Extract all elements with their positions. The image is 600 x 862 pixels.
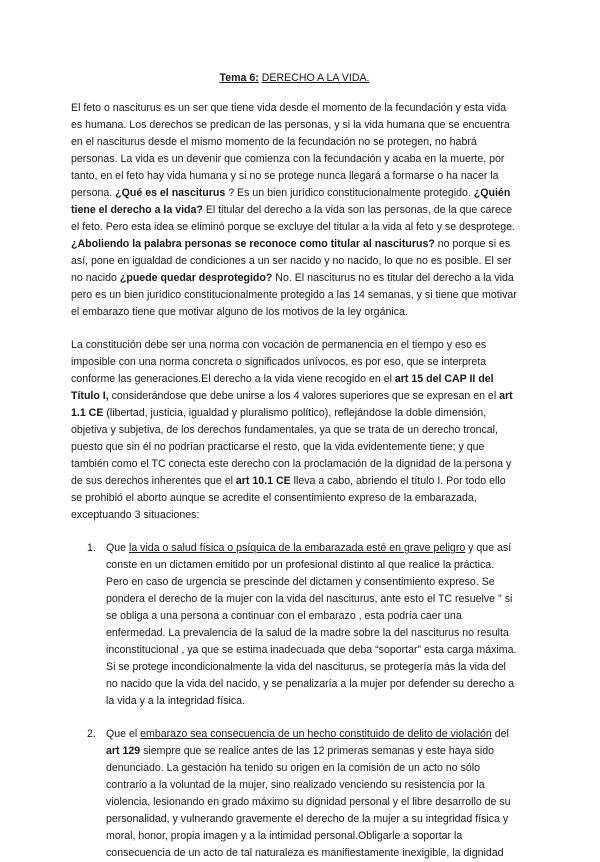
bold-text: ¿Aboliendo la palabra personas se reconoce como titular al nasciturus? bbox=[71, 238, 435, 250]
text-run: siempre que se realice antes de las 12 primeras semanas y este haya sido denunciado. La gestación ha tenido su origen en la comisión de un acto no sólo contrario a la voluntad de la mujer, sino realizado venciendo su resistencia por la violencia, lesionando en grado máximo su dignidad personal y el libre desarrollo de su personalidad, y vulnerando gravemente el derecho de la mujer a su integridad física y moral, honor, propia imagen y a la intimidad personal.Obligarle a soportar la consecuencia de un acto de tal naturaleza es manifiestamente inexigible, la dignidad bbox=[106, 745, 511, 859]
list-item-text bbox=[106, 728, 511, 859]
page-title bbox=[71, 70, 518, 87]
bold-text: art 10.1 CE bbox=[235, 475, 291, 487]
underlined-text: la vida o salud física o psíquica de la embarazada esté en grave peligro bbox=[128, 542, 466, 554]
text-run: no porque si es así, pone en igualdad de condiciones a un ser nacido y no nacido, lo que no es posible. El ser no nacido bbox=[71, 238, 512, 284]
paragraph-constitucion bbox=[71, 337, 518, 524]
title-label: Tema 6: bbox=[219, 72, 259, 84]
bold-text: ¿Quién tiene el derecho a la vida? bbox=[71, 187, 511, 216]
paragraph-nasciturus bbox=[71, 100, 518, 321]
underlined-text: embarazo sea consecuencia de un hecho constituido de delito de violación bbox=[140, 728, 492, 740]
text-run: y que así conste en un dictamen emitido por un profesional distinto al que realice la práctica. Pero en caso de urgencia se prescinde del dictamen y consentimiento expreso. Se pondera el derecho de la mujer con la vida del nasciturus, ante esto el TC resuelve " si se obliga a una persona a continuar con el embarazo , esta podría caer una enfermedad. La prevalencia de la salud de la madre sobre la del nasciturus no resulta inconstitucional , ya que se estima inadecuada que deba “soportar” esta carga máxima. Si se protege incondicionalmente la vida del nasciturus, se protegería más la vida del no nacido que la vida del nacido, y se penalizaría a la mujer por defender su derecho a la vida y a la integridad física. bbox=[106, 542, 517, 707]
text-run: El titular del derecho a la vida son las personas, de la que carece el feto. Pero esta idea se eliminó porque se excluye del titular a la vida al feto y se desprotege. bbox=[71, 204, 516, 233]
text-run: considerándose que debe unirse a los 4 valores superiores que se expresan en el bbox=[108, 390, 500, 402]
list-item bbox=[71, 540, 518, 710]
bold-text: art 15 del CAP II del Título I, bbox=[71, 373, 494, 402]
bold-text: art 129 bbox=[106, 745, 141, 757]
list-item-text bbox=[106, 542, 516, 707]
text-run: Que bbox=[106, 542, 129, 554]
text-run: del bbox=[491, 728, 509, 740]
text-run: La constitución debe ser una norma con vocación de permanencia en el tiempo y eso es imposible con una norma concreta o significados unívocos, es por eso, que se interpreta conforme las generaciones.El derecho a la vida viene recogido en el bbox=[71, 339, 487, 385]
text-run: El feto o nasciturus es un ser que tiene vida desde el momento de la fecundación y esta vida es humana. Los derechos se predican de las personas, y si la vida humana que se encuentra en el nasciturus desde el mismo momento de la fecundación no se protegen, no habrá personas. La vida es un devenir que comienza con la fecundación y acaba en la muerte, por tanto, en el feto hay vida humana y si no se protege nunca llegará a formarse o ha nacer la persona. bbox=[71, 102, 510, 199]
text-run: ? Es un bien jurídico constitucionalmente protegido. bbox=[225, 187, 474, 199]
list-number: 1. bbox=[87, 542, 96, 554]
text-run: lleva a cabo, abriendo el título I. Por todo ello se prohibió el aborto aunque se acredite el consentimiento expreso de la embarazada, exceptuando 3 situaciones: bbox=[71, 475, 506, 521]
list-number: 2. bbox=[87, 728, 96, 740]
text-run: Que el bbox=[106, 728, 141, 740]
title-text: DERECHO A LA VIDA. bbox=[261, 72, 370, 84]
bold-text: art 1.1 CE bbox=[71, 390, 513, 419]
text-run: No. El nasciturus no es titular del derecho a la vida pero es un bien jurídico constitucionalmente protegido a las 14 semanas, y si tiene que motivar el embarazo tiene que motivar alguno de los motivos de la ley orgánica. bbox=[71, 272, 517, 318]
list-item bbox=[71, 726, 518, 862]
exceptions-list bbox=[71, 540, 518, 862]
text-run: (libertad, justicia, igualdad y pluralismo político), reflejándose la doble dimensión, objetiva y subjetiva, de los derechos fundamentales, ya que se trata de un derecho troncal, puesto que sin él no podrían practicarse el resto, que la vida evidentemente tiene; y que también como el TC conecta este derecho con la proclamación de la dignidad de la persona y de sus derechos inherentes que el bbox=[71, 407, 512, 487]
bold-text: ¿Qué es el nasciturus bbox=[115, 187, 226, 199]
bold-text: ¿puede quedar desprotegido? bbox=[119, 272, 273, 284]
